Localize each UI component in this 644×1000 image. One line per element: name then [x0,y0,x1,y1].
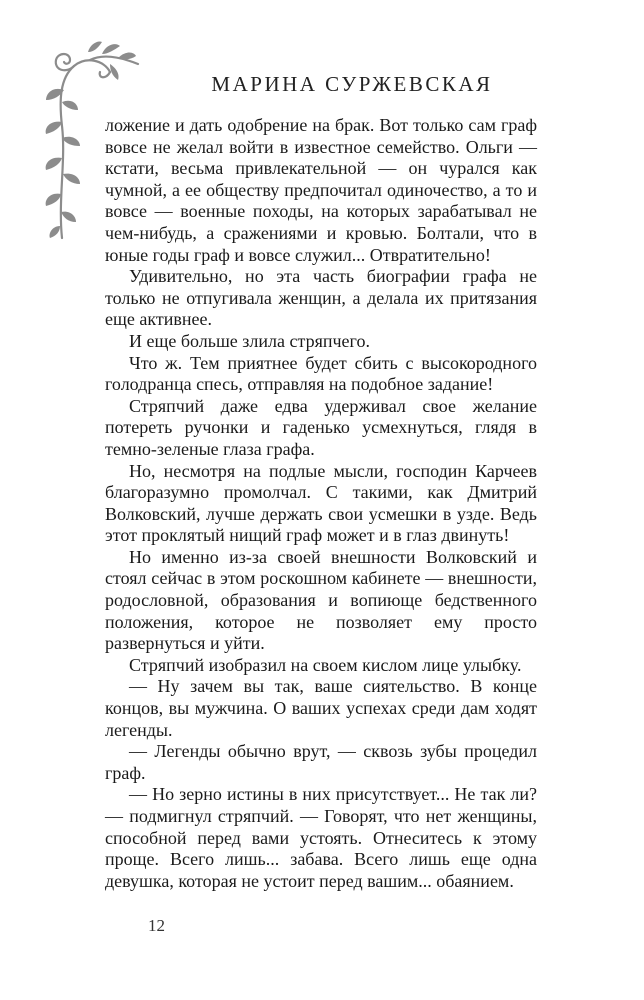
paragraph: Стряпчий изобразил на своем кислом лице улыбку. [129,654,522,675]
paragraph: — Но зерно истины в них присутствует... Не так ли? — подмигнул стряпчий. — Говорят, что нет женщины, способной перед вами устоять. Отнеситесь к этому проще. Всего лишь... забава. Всего лишь еще одна девушка, которая не устоит перед вашим... обаянием. [105,784,537,891]
paragraph: Но, несмотря на подлые мысли, господин Карчеев благоразумно промолчал. С такими, как Дмитрий Волковский, лучше держать свои усмешки в узде. Ведь этот проклятый нищий граф может и в глаз двинуть! [105,460,537,546]
body-text [105,115,537,892]
running-header: МАРИНА СУРЖЕВСКАЯ [211,72,493,96]
paragraph: И еще больше злила стряпчего. [129,330,370,351]
paragraph: Но именно из-за своей внешности Волковский и стоял сейчас в этом роскошном кабинете — внешности, родословной, образования и вопиюще бедственного положения, которое не позволяет ему просто развернуться и уйти. [105,546,537,654]
paragraph: Стряпчий даже едва удерживал свое желание потереть ручонки и гаденько усмехнуться, глядя в темно-зеленые глаза графа. [105,395,537,459]
paragraph: — Легенды обычно врут, — сквозь зубы процедил граф. [105,741,537,783]
paragraph: — Ну зачем вы так, ваше сиятельство. В конце концов, вы мужчина. О ваших успехах среди дам ходят легенды. [105,676,537,740]
paragraph: Что ж. Тем приятнее будет сбить с высокородного голодранца спесь, отправляя на подобное задание! [105,352,537,395]
paragraph: Удивительно, но эта часть биографии графа не только не отпугивала женщин, а делала их притязания еще активнее. [105,266,537,330]
paragraph: ложение и дать одобрение на брак. Вот только сам граф вовсе не желал войти в известное семейство. Ольги — кстати, весьма привлекательной — он чурался как чумной, а ее обществу предпочитал одиночество, а то и вовсе — военные походы, на которых зарабатывал не чем-нибудь, а сражениями и кровью. Болтали, что в юные годы граф и вовсе служил... Отвратительно! [105,115,537,265]
page-number: 12 [148,916,165,935]
